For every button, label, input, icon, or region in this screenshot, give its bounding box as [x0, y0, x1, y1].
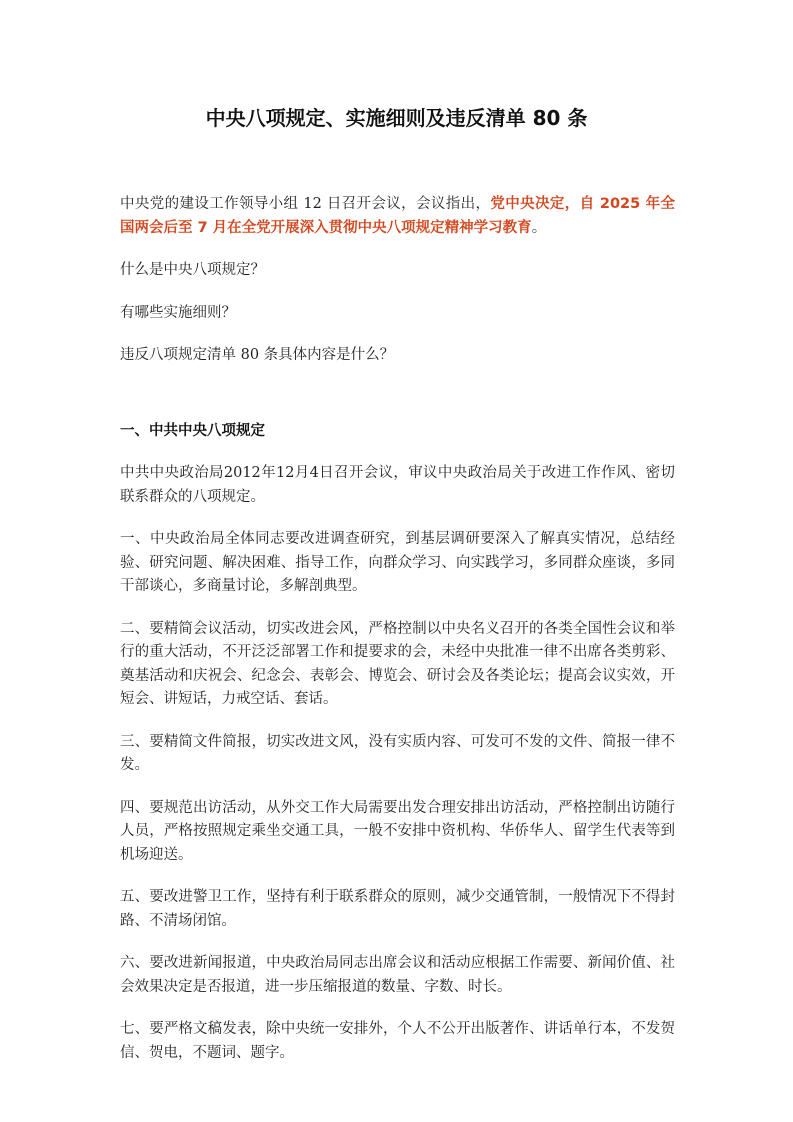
section-intro: 中共中央政治局2012年12月4日召开会议，审议中央政治局关于改进工作作风、密切联系群众的八项规定。	[120, 465, 675, 505]
rule-1: 一、中央政治局全体同志要改进调查研究，到基层调研要深入了解真实情况，总结经验、研究问题、解决困难、指导工作，向群众学习、向实践学习，多同群众座谈，多同干部谈心，多商量讨论，多解剖典型。	[120, 531, 675, 594]
intro-highlight: 党中央决定，自 2025 年全国两会后至 7 月在全党开展深入贯彻中央八项规定精神学习教育	[120, 196, 676, 236]
rule-2: 二、要精简会议活动，切实改进会风，严格控制以中央名义召开的各类全国性会议和举行的重大活动，不开泛泛部署工作和提要求的会，未经中央批准一律不出席各类剪彩、奠基活动和庆祝会、纪念会、表彰会、博览会、研讨会及各类论坛；提高会议实效，开短会、讲短话，力戒空话、套话。	[120, 620, 675, 707]
rule-5: 五、要改进警卫工作，坚持有利于联系群众的原则，减少交通管制，一般情况下不得封路、不清场闭馆。	[120, 889, 675, 929]
question-2: 有哪些实施细则？	[120, 304, 236, 321]
question-1: 什么是中央八项规定？	[120, 262, 265, 278]
document-body	[120, 193, 675, 1065]
intro-paragraph	[120, 193, 675, 240]
section-heading: 一、中共中央八项规定	[120, 422, 265, 439]
rule-6: 六、要改进新闻报道，中央政治局同志出席会议和活动应根据工作需要、新闻价值、社会效果决定是否报道，进一步压缩报道的数量、字数、时长。	[120, 955, 675, 995]
rule-4: 四、要规范出访活动，从外交工作大局需要出发合理安排出访活动，严格控制出访随行人员，严格按照规定乘坐交通工具，一般不安排中资机构、华侨华人、留学生代表等到机场迎送。	[120, 799, 675, 863]
intro-end: 。	[531, 219, 547, 236]
rule-7: 七、要严格文稿发表，除中央统一安排外，个人不公开出版著作、讲话单行本，不发贺信、贺电，不题词、题字。	[120, 1021, 675, 1061]
intro-lead: 中央党的建设工作领导小组 12 日召开会议，会议指出，	[120, 196, 491, 212]
question-3: 违反八项规定清单 80 条具体内容是什么？	[120, 347, 395, 363]
document-title: 中央八项规定、实施细则及违反清单 80 条	[205, 106, 588, 130]
rule-3: 三、要精简文件简报，切实改进文风，没有实质内容、可发可不发的文件、简报一律不发。	[120, 733, 675, 773]
